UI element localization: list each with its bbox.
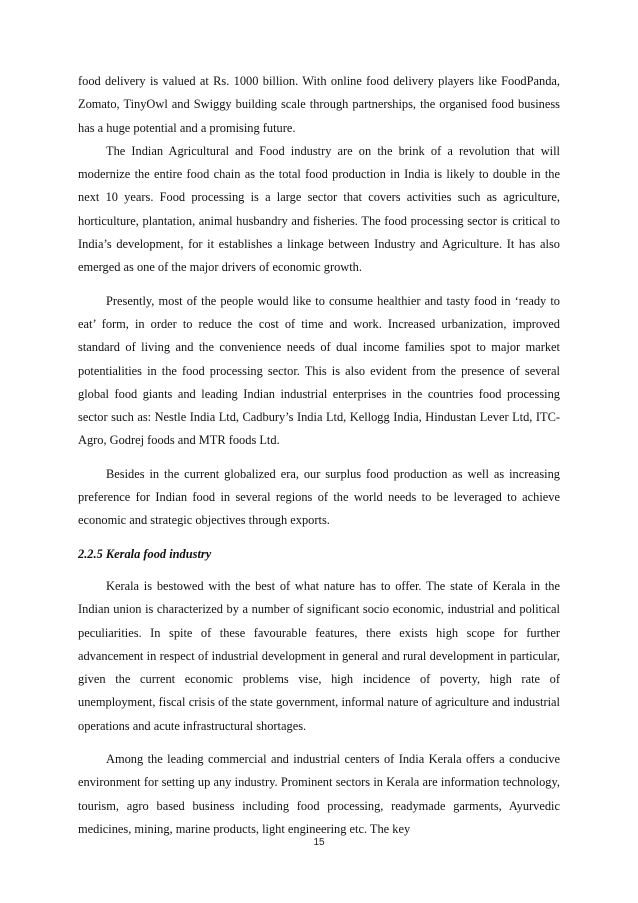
paragraph-food-delivery: food delivery is valued at Rs. 1000 billion. With online food delivery players like FoodPanda, Zomato, TinyOwl and Swiggy building scale through partnerships, the organised food business has a huge potential and a promising future.	[78, 74, 560, 135]
paragraph-kerala-sectors: Among the leading commercial and industrial centers of India Kerala offers a conducive environment for setting up any industry. Prominent sectors in Kerala are information technology, tourism, agro based business including food processing, readymade garments, Ayurvedic medicines, mining, marine products, light engineering etc. The key	[78, 752, 560, 836]
paragraph-exports: Besides in the current globalized era, our surplus food production as well as increasing preference for Indian food in several regions of the world needs to be leveraged to achieve economic and strategic objectives through exports.	[78, 466, 560, 528]
document-page	[78, 70, 560, 841]
paragraph-agri-food-industry: The Indian Agricultural and Food industry are on the brink of a revolution that will modernize the entire food chain as the total food production in India is likely to double in the next 10 years. Food processing is a large sector that covers activities such as agriculture, horticulture, plantation, animal husbandry and fisheries. The food processing sector is critical to India’s development, for it establishes a linkage between Industry and Agriculture. It has also emerged as one of the major drivers of economic growth.	[78, 143, 560, 275]
page-number: 15	[313, 837, 325, 848]
section-heading: 2.2.5 Kerala food industry	[78, 546, 212, 561]
paragraph-ready-to-eat: Presently, most of the people would like to consume healthier and tasty food in ‘ready to eat’ form, in order to reduce the cost of time and work. Increased urbanization, improved standard of living and the convenience needs of dual income families spot to major market potentialities in the food processing sector. This is also evident from the presence of several global food giants and leading Indian industrial enterprises in the countries food processing sector such as: Nestle India Ltd, Cadbury’s India Ltd, Kellogg India, Hindustan Lever Ltd, ITC-Agro, Godrej foods and MTR foods Ltd.	[78, 293, 560, 448]
paragraph-kerala-overview: Kerala is bestowed with the best of what nature has to offer. The state of Kerala in the Indian union is characterized by a number of significant socio economic, industrial and political peculiarities. In spite of these favourable features, there exists high scope for further advancement in respect of industrial development in general and rural development in particular, given the current economic problems vise, high incidence of poverty, high rate of unemployment, fiscal crisis of the state government, informal nature of agriculture and industrial operations and acute infrastructural shortages.	[78, 578, 560, 733]
